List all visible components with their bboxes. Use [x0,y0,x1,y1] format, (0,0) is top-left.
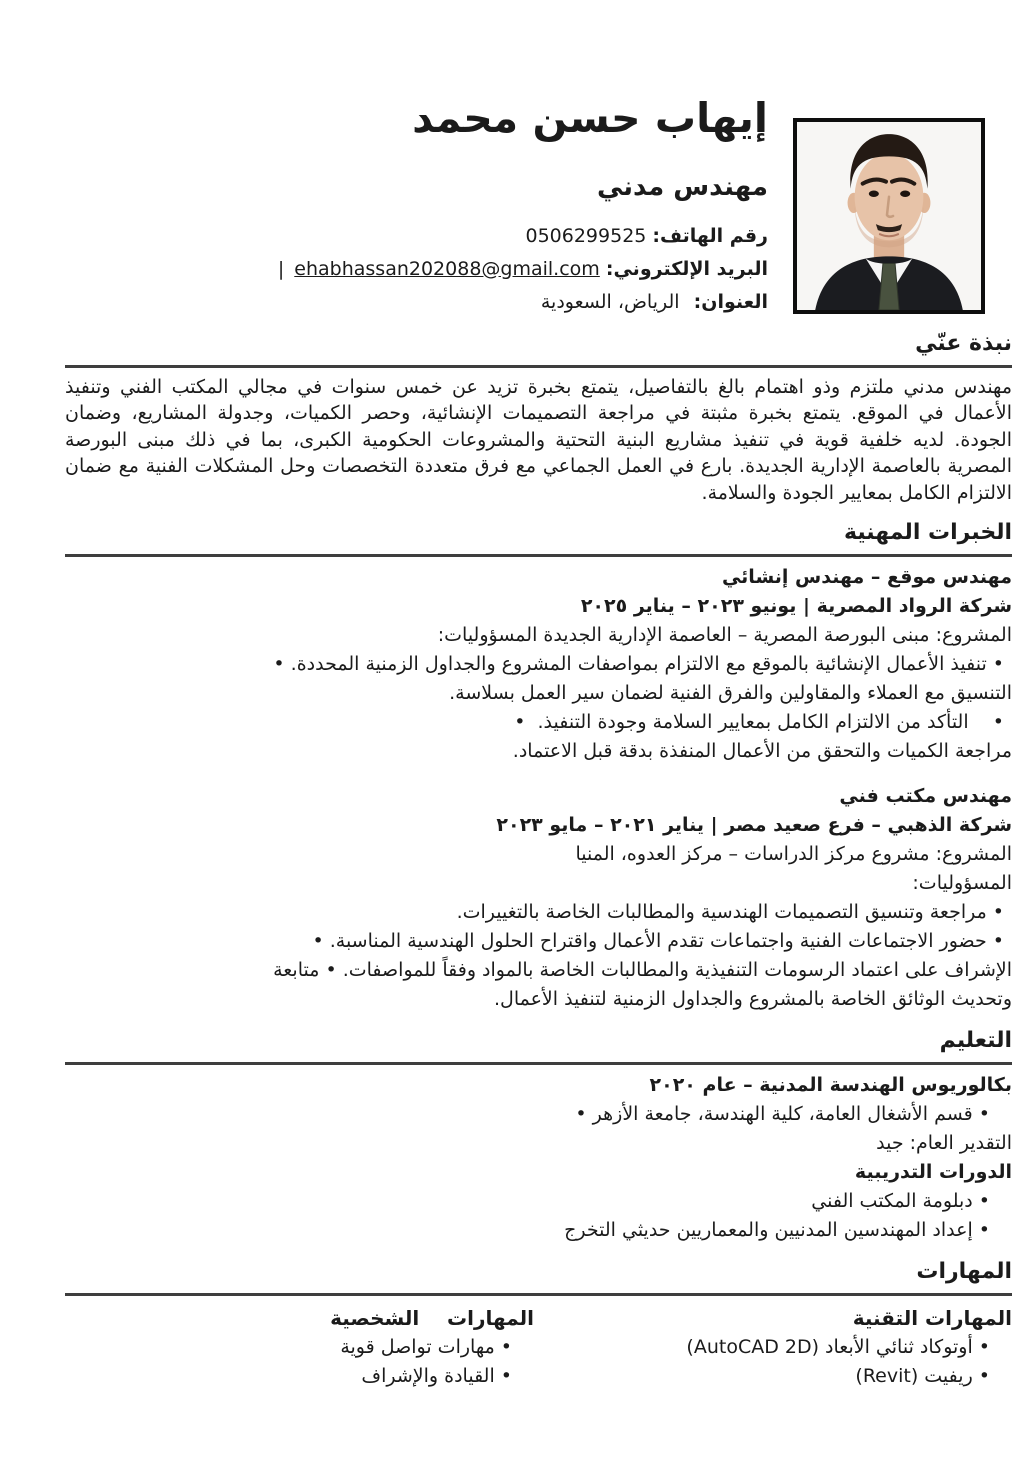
job-role: مهندس مكتب فني [839,785,1012,808]
personal-skills-column [65,1304,534,1391]
header [65,92,1012,317]
about-title: نبذة عنّي [915,330,1012,356]
job-bullet-line: • تنفيذ الأعمال الإنشائية بالموقع مع الالتزام بمواصفات المشروع والجداول الزمنية المحددة. • [273,653,1004,676]
personal-skill-item: • القيادة والإشراف [361,1365,512,1388]
identity-block [65,92,768,317]
technical-skills-title: المهارات التقنية [852,1306,1012,1331]
job-company-period: شركة الذهبي – فرع صعيد مصر | يناير ٢٠٢١ – مايو ٢٠٢٣ [496,814,1012,837]
address-line [65,288,768,317]
job-bullet-line: التنسيق مع العملاء والمقاولين والفرق الفنية لضمان سير العمل بسلاسة. [449,682,1012,705]
candidate-name: إيهاب حسن محمد [412,94,768,142]
section-divider [65,1062,1012,1065]
skills-title: المهارات [916,1259,1012,1285]
email-label: البريد الإلكتروني: [605,257,768,280]
section-skills [65,1257,1012,1391]
section-divider [65,554,1012,557]
email-pipe: | [277,257,285,280]
address-label: العنوان: [693,290,768,313]
job-project-line: المشروع: مشروع مركز الدراسات – مركز العدوه، المنيا [575,843,1012,866]
job-company-period: شركة الرواد المصرية | يونيو ٢٠٢٣ – يناير ٢٠٢٥ [580,595,1012,618]
email-line [65,255,768,284]
education-bullet-line: • قسم الأشغال العامة، كلية الهندسة، جامعة الأزهر • [575,1103,990,1126]
phone-value: 0506299525 [525,224,647,247]
job-responsibilities-label: المسؤوليات: [912,872,1012,895]
education-title: التعليم [939,1028,1012,1054]
personal-skills-title: المهارات الشخصية [330,1306,534,1331]
job-bullet-line: مراجعة الكميات والتحقق من الأعمال المنفذة بدقة قبل الاعتماد. [512,740,1012,763]
grade-line: التقدير العام: جيد [876,1132,1012,1155]
phone-line [65,222,768,251]
experience-title: الخبرات المهنية [843,520,1012,546]
job-bullet-line: • مراجعة وتنسيق التصميمات الهندسية والمطالبات الخاصة بالتغييرات. [456,901,1004,924]
courses-title: الدورات التدريبية [854,1161,1012,1184]
section-divider [65,1293,1012,1296]
section-divider [65,365,1012,368]
job-bullet-line: • التأكد من الالتزام الكامل بمعايير السلامة وجودة التنفيذ. • [514,711,1004,734]
job-role: مهندس موقع – مهندس إنشائي [721,566,1012,589]
job-bullet-line: الإشراف على اعتماد الرسومات التنفيذية والمطالبات الخاصة بالمواد وفقاً للمواصفات. • متابعة [273,959,1012,982]
course-bullet-line: • إعداد المهندسين المدنيين والمعماريين حديثي التخرج [564,1219,990,1242]
address-value: الرياض، السعودية [540,290,680,313]
job-project-line: المشروع: مبنى البورصة المصرية – العاصمة الإدارية الجديدة المسؤوليات: [437,624,1012,647]
technical-skill-item: • ريفيت (Revit) [855,1365,990,1388]
education-entry [65,1071,1012,1245]
job-bullet-line: وتحديث الوثائق الخاصة بالمشروع والجداول الزمنية لتنفيذ الأعمال. [493,988,1012,1011]
course-bullet-line: • دبلومة المكتب الفني [811,1190,990,1213]
skills-columns [65,1304,1012,1391]
section-experience [65,518,1012,1014]
degree-line: بكالوريوس الهندسة المدنية – عام ٢٠٢٠ [649,1074,1012,1097]
section-about [65,329,1012,507]
profile-photo [793,118,985,314]
technical-skills-column [534,1304,1012,1391]
job-bullet-line: • حضور الاجتماعات الفنية واجتماعات تقدم الأعمال واقتراح الحلول الهندسية المناسبة. • [312,930,1004,953]
phone-label: رقم الهاتف: [652,224,768,247]
personal-skill-item: • مهارات تواصل قوية [340,1336,512,1359]
section-education [65,1026,1012,1245]
technical-skill-item: • أوتوكاد ثنائي الأبعاد (AutoCAD 2D) [686,1336,990,1359]
job-entry-2 [65,782,1012,1014]
about-text: مهندس مدني ملتزم وذو اهتمام بالغ بالتفاصيل، يتمتع بخبرة تزيد عن خمس سنوات في مجالي المكتب الفني وتنفيذ الأعمال في الموقع. يتمتع بخبرة مثبتة في مراجعة التصميمات الإنشائية، وحصر الكميات، وجدولة المشاريع، وضمان الجودة. لديه خلفية قوية في تنفيذ مشاريع البنية التحتية والمشروعات الحكومية الكبرى، بما في ذلك مبنى البورصة المصرية بالعاصمة الإدارية الجديدة. بارع في العمل الجماعي مع فرق متعددة التخصصات وحل المشكلات الفنية مع ضمان الالتزام الكامل بمعايير الجودة والسلامة. [65,375,1012,504]
job-entry-1 [65,563,1012,766]
email-link[interactable]: ehabhassan202088@gmail.com [294,257,600,280]
candidate-job-title: مهندس مدني [596,172,768,203]
profile-photo-illustration [797,122,981,310]
